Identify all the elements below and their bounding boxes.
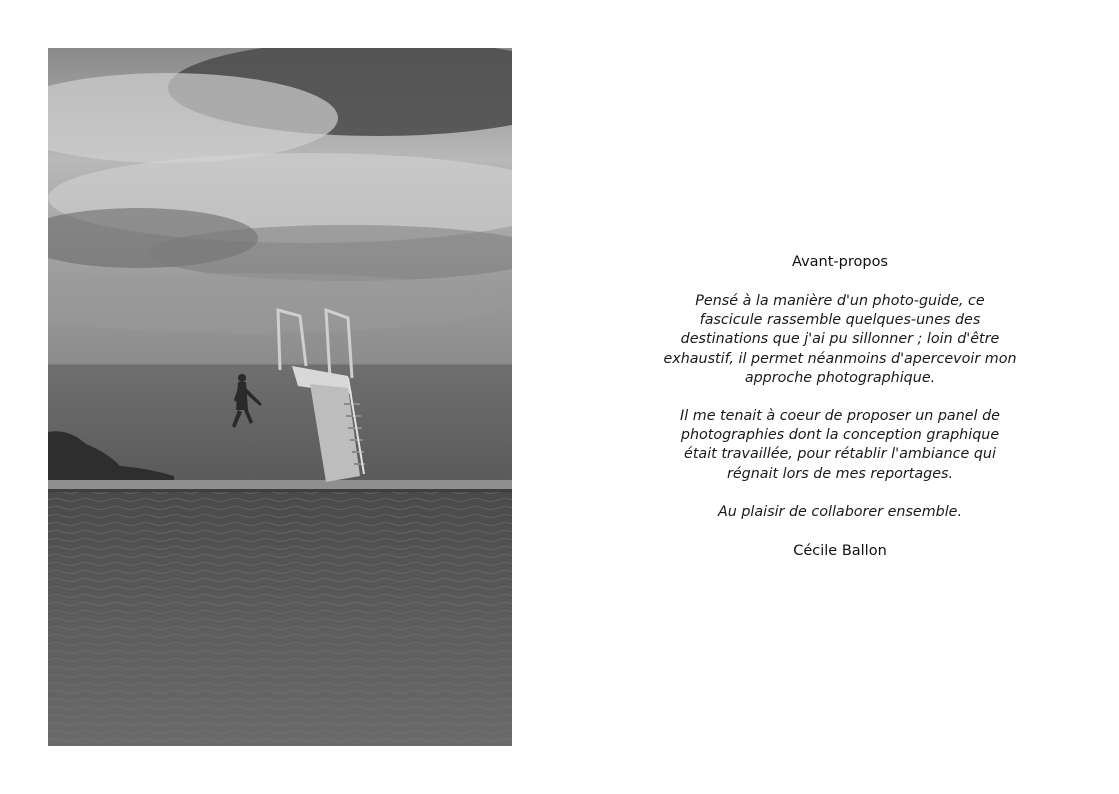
author-signature: Cécile Ballon bbox=[793, 543, 887, 560]
foreword bbox=[620, 252, 1060, 561]
foreword-paragraph-3: Au plaisir de collaborer ensemble. bbox=[717, 503, 963, 520]
cover-photo bbox=[48, 48, 512, 746]
foreword-paragraph-1: Pensé à la manière d'un photo-guide, ce fascicule rassemble quelques-unes des destinations que j'ai pu sillonner ; loin d'être exhaustif, il permet néanmoins d'apercevoir mon approche photographique. bbox=[663, 293, 1017, 386]
foreword-paragraph-2: Il me tenait à coeur de proposer un panel de photographies dont la conception graphique était travaillée, pour rétablir l'ambiance qui régnait lors de mes reportages. bbox=[680, 408, 1000, 482]
foreword-heading: Avant-propos bbox=[792, 254, 888, 270]
